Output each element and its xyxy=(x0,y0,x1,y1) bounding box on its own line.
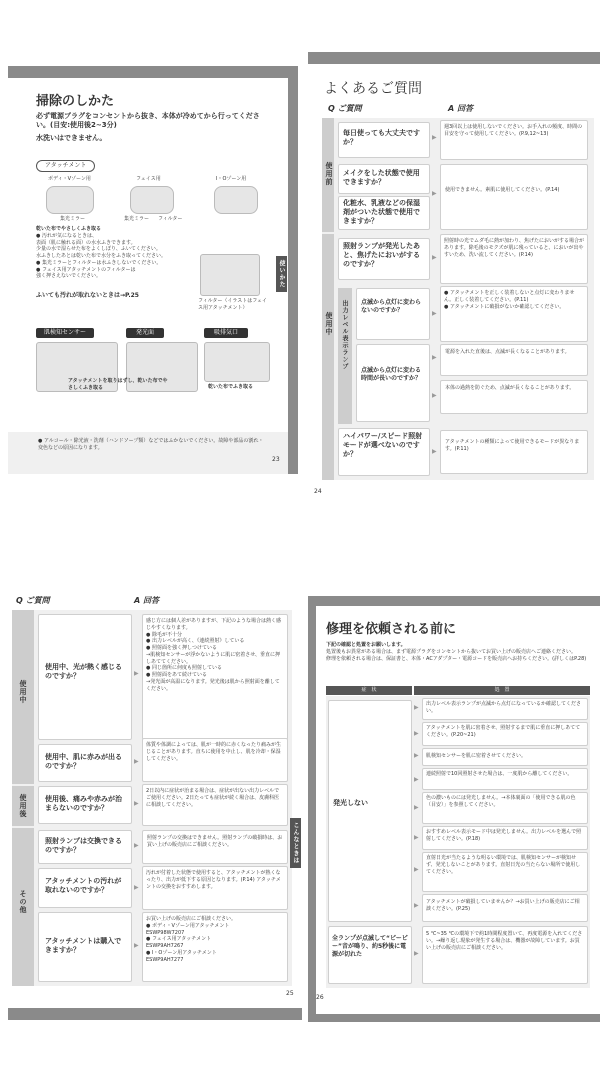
action-8: アタッチメントが破損していませんか？→お買い上げの販売店にご相談ください。(P.25) xyxy=(422,894,588,922)
action-6: おすすめレベル表示モード中は発光しません。出力レベルを選んで照射してください。(P.18) xyxy=(422,826,588,850)
arrow-icon: ▶ xyxy=(134,758,139,765)
page-25 xyxy=(8,590,302,1022)
subsection-vent: 吸排気口 xyxy=(204,328,248,338)
arrow-icon: ▶ xyxy=(414,704,419,711)
caution-note: ● アルコール・除光液・洗剤（ハンドソープ類）などではふかないでください。故障や部品の割れ・変色などの原因になります。 xyxy=(38,438,264,451)
arrow-icon: ▶ xyxy=(134,842,139,849)
arrow-icon: ▶ xyxy=(414,866,419,873)
answer-6b: 本体の過熱を防ぐため、点滅が長くなることがあります。 xyxy=(440,380,588,414)
question-3: 使用後、痛みや赤みが治まらないのですか？ xyxy=(38,786,132,824)
arrow-icon: ▶ xyxy=(432,254,437,261)
arrow-icon: ▶ xyxy=(134,884,139,891)
symptom-no-emission: 発光しない xyxy=(328,700,412,922)
question-5: 点滅から点灯に変わらないのですか？ xyxy=(356,288,430,340)
answer-1: 感じ方には個人差がありますが、下記のような場合は熱く感じやすくなります。 ● 除毛が不十分 ● 出力レベルが高く、《連続照射》している ● 照射面を強く押しつけている →肌検知センサーが浮かないように肌に密着させ、垂直に押しあててください。 ● 同じ箇所に何度も照射している ● 照射面をあて続けている →発光面が高温になります。発光後は肌から照射面を離してください。 xyxy=(142,614,288,740)
bottom-bar xyxy=(8,1008,302,1020)
warning-text: 水洗いはできません。 xyxy=(36,134,107,142)
action-3: 肌検知センサーを肌に密着させてください。 xyxy=(422,748,588,766)
intro-text: 下記の確認と処置をお願いします。 処置後もお異常がある場合は、まず電源プラグをコンセントから抜いてお買い上げの販売店へご連絡ください。 修理を依頼される場合は、保証書と、本体・ACアダプター・電源コードを販売店へお持ちください。(詳しくはP.28) xyxy=(326,642,587,662)
question-7: ハイパワー/スピード照射モードが選べないのですか？ xyxy=(338,428,430,476)
body-attachment-image xyxy=(46,186,94,214)
col-header-symptom: 症 状 xyxy=(326,686,412,695)
arrow-icon: ▶ xyxy=(432,392,437,399)
subsection-sensor: 肌検知センサー xyxy=(36,328,94,338)
answer-4: 照射ランプの交換はできません。照射ランプの破損時は、お買い上げの販売店にご相談ください。 xyxy=(142,830,288,864)
answer-4: 照射時の光でムダ毛に熱が加わり、焦げたにおいがする場合があります。除毛後のモクズが肌に残っていると、においが出やすいため、洗い流してください。(P.14) xyxy=(440,234,588,284)
question-header: Q ご質問 xyxy=(328,104,362,113)
io-attachment-image xyxy=(214,186,258,214)
answer-header: A 回答 xyxy=(448,104,473,113)
top-bar xyxy=(308,596,600,606)
page-number: 25 xyxy=(286,990,294,997)
category-before: 使用前 xyxy=(325,162,333,186)
category-other: その他 xyxy=(19,890,27,914)
top-bar xyxy=(308,52,600,64)
arrow-icon: ▶ xyxy=(134,800,139,807)
right-bar xyxy=(288,66,298,474)
subcategory-lamp: 出力レベル表示ランプ xyxy=(341,300,348,370)
arrow-icon: ▶ xyxy=(414,834,419,841)
question-1: 使用中、光が熱く感じるのですか？ xyxy=(38,614,132,740)
page-24 xyxy=(308,52,600,502)
action-5: 色の濃いものには発光しません。→本体裏面の「使用できる肌の色（目安）」を参照してください。 xyxy=(422,792,588,824)
answer-header: A 回答 xyxy=(134,596,159,605)
page-number: 24 xyxy=(314,488,322,495)
answer-2: 体質や体調によっては、肌が一時的に赤くなったり痛みが生じることがあります。直ちに使用を中止し、肌を冷却・保湿してください。 xyxy=(142,738,288,782)
vent-cleaning-image xyxy=(204,342,270,382)
page-title: よくあるご質問 xyxy=(324,81,422,97)
action-blink: 5 ℃~35 ℃の環境下で約1時間程度置いて、再度電源を入れてください。→繰り返し現象が発生する場合は、機器が故障しています。お買い上げの販売店にご相談ください。 xyxy=(422,926,588,984)
label-mirror-2: 集光ミラー xyxy=(124,216,150,222)
category-after: 使用後 xyxy=(19,794,27,818)
left-bar xyxy=(308,596,316,1022)
question-4: 照射ランプが発光したあと、焦げたにおいがするのですか？ xyxy=(338,238,430,280)
symptom-all-blink: 全ランプが点滅して“ピーピー”音が鳴り、約5秒後に電源が切れた xyxy=(328,926,412,984)
hand-wiping-image xyxy=(200,254,260,296)
arrow-icon: ▶ xyxy=(414,804,419,811)
answer-3: 2日以内に症状が治まる場合は、症状が出ない出力レベルでご使用ください。2日たっても症状が続く場合は、皮膚科医に相談してください。 xyxy=(142,784,288,826)
page-23 xyxy=(8,66,298,474)
question-6: アタッチメントは購入できますか？ xyxy=(38,912,132,982)
arrow-icon: ▶ xyxy=(134,670,139,677)
arrow-icon: ▶ xyxy=(414,950,419,957)
side-tab-label: こんなときは xyxy=(290,818,301,868)
section-label-attachment: アタッチメント xyxy=(36,160,95,172)
question-3: 化粧水、乳液などの保湿剤がついた状態で使用できますか？ xyxy=(338,196,430,230)
question-5: アタッチメントの汚れが取れないのですか？ xyxy=(38,868,132,908)
page-title: 修理を依頼される前に xyxy=(326,622,457,637)
answer-1: 週3回以上は使用しないでください。お手入れの頻度、時間の目安を守って使用してください。(P.9,12~13) xyxy=(440,120,588,160)
question-4: 照射ランプは交換できるのですか？ xyxy=(38,830,132,864)
arrow-icon: ▶ xyxy=(432,190,437,197)
arrow-icon: ▶ xyxy=(134,942,139,949)
subsection-emitter: 発光面 xyxy=(126,328,164,338)
cat-during-bar xyxy=(322,234,334,480)
arrow-icon: ▶ xyxy=(432,354,437,361)
answer-6a: 電源を入れた直後は、点滅が長くなることがあります。 xyxy=(440,344,588,376)
action-7: 直射日光が当たるような明るい環境では、肌検知センサーが検知せず、発光しないことがあります。直射日光の当たらない場所で使用してください。 xyxy=(422,852,588,892)
answer-6: お買い上げの販売店にご相談ください。 ● ボディ・Vゾーン用アタッチメント ESWP98W7207 ● フェイス用アタッチメント ESWP9AH7267 ● I・Oゾーン用アタッチメント ESWP9AH7277 xyxy=(142,912,288,982)
label-face: フェイス用 xyxy=(136,176,161,182)
answer-7: アタッチメントの種類によって使用できるモードが異なります。(P.11) xyxy=(440,430,588,474)
arrow-icon: ▶ xyxy=(414,776,419,783)
answer-5: ● アタッチメントを正しく装着しないと点灯に変わりません。正しく装着してください。(P.11) ● アタッチメントに破損がないか確認してください。 xyxy=(440,286,588,342)
action-4: 連続照射で10回照射させた場合は、一度肌から離してください。 xyxy=(422,768,588,790)
action-1: 出力レベル表示ランプが点滅から点灯になっているか確認してください。 xyxy=(422,698,588,720)
category-during: 使用中 xyxy=(19,680,27,704)
label-mirror-1: 集光ミラー xyxy=(60,216,86,222)
face-attachment-image xyxy=(130,186,174,214)
action-2: アタッチメントを肌に密着させ、照射するまで肌に垂直に押しあててください。(P.20~21) xyxy=(422,722,588,746)
arrow-icon: ▶ xyxy=(432,448,437,455)
page-26 xyxy=(308,596,600,1022)
page-reference: ふいても汚れが取れないときは→P.25 xyxy=(36,292,139,299)
intro-text: 必ず電源プラグをコンセントから抜き、本体が冷めてから行ってください。(目安:使用後2~3分) xyxy=(36,112,260,130)
arrow-icon: ▶ xyxy=(432,134,437,141)
arrow-icon: ▶ xyxy=(414,730,419,737)
label-io: I・Oゾーン用 xyxy=(216,176,247,182)
question-6: 点滅から点灯に変わる時間が長いのですか？ xyxy=(356,344,430,422)
label-filter: フィルター xyxy=(158,216,183,222)
question-header: Q ご質問 xyxy=(16,596,50,605)
page-number: 23 xyxy=(272,456,280,463)
caption-dry-wipe: 乾いた布でふき取る xyxy=(208,384,254,390)
top-bar xyxy=(8,66,298,78)
page-number: 26 xyxy=(316,994,324,1001)
arrow-icon: ▶ xyxy=(414,902,419,909)
side-tab-label: 使いかた xyxy=(276,256,287,292)
answer-5: 汚れが付着した状態で使用すると、アタッチメントが熱くなったり、出力が低下する原因となります。(P.14) アタッチメントの交換をおすすめします。 xyxy=(142,866,288,910)
question-1: 毎日使っても大丈夫ですか？ xyxy=(338,122,430,158)
label-body: ボディ・Vゾーン用 xyxy=(48,176,91,182)
answer-2-3: 使用できません。素肌に使用してください。(P.14) xyxy=(440,164,588,230)
question-2: メイクをした状態で使用できますか？ xyxy=(338,164,430,194)
question-2: 使用中、肌に赤みが出るのですか？ xyxy=(38,744,132,782)
cleaning-instructions: 乾いた布でやさしくふき取る ● 汚れが気になるときは、 表面（肌に触れる面）の水水ふきできます。 少量の水で湿らせた布をよくしぼり、ふいてください。 水ふきしたあとは乾いた布で水分をふき取ってください。 ● 集光ミラーとフィルターは水ふきしないでください。 ● フェイス用アタッチメントのフィルターは 強く押さえないでください。 xyxy=(36,226,167,280)
arrow-icon: ▶ xyxy=(432,310,437,317)
arrow-icon: ▶ xyxy=(414,752,419,759)
col-header-action: 処 置 xyxy=(414,686,590,695)
caption-detach-wipe: アタッチメントを取りはずし、乾いた布でやさしくふき取る xyxy=(68,378,168,391)
bottom-bar xyxy=(308,1014,600,1022)
filter-caption: フィルター（イラストはフェイス用アタッチメント） xyxy=(198,298,268,311)
category-during: 使用中 xyxy=(325,312,333,336)
page-title: 掃除のしかた xyxy=(36,94,115,109)
